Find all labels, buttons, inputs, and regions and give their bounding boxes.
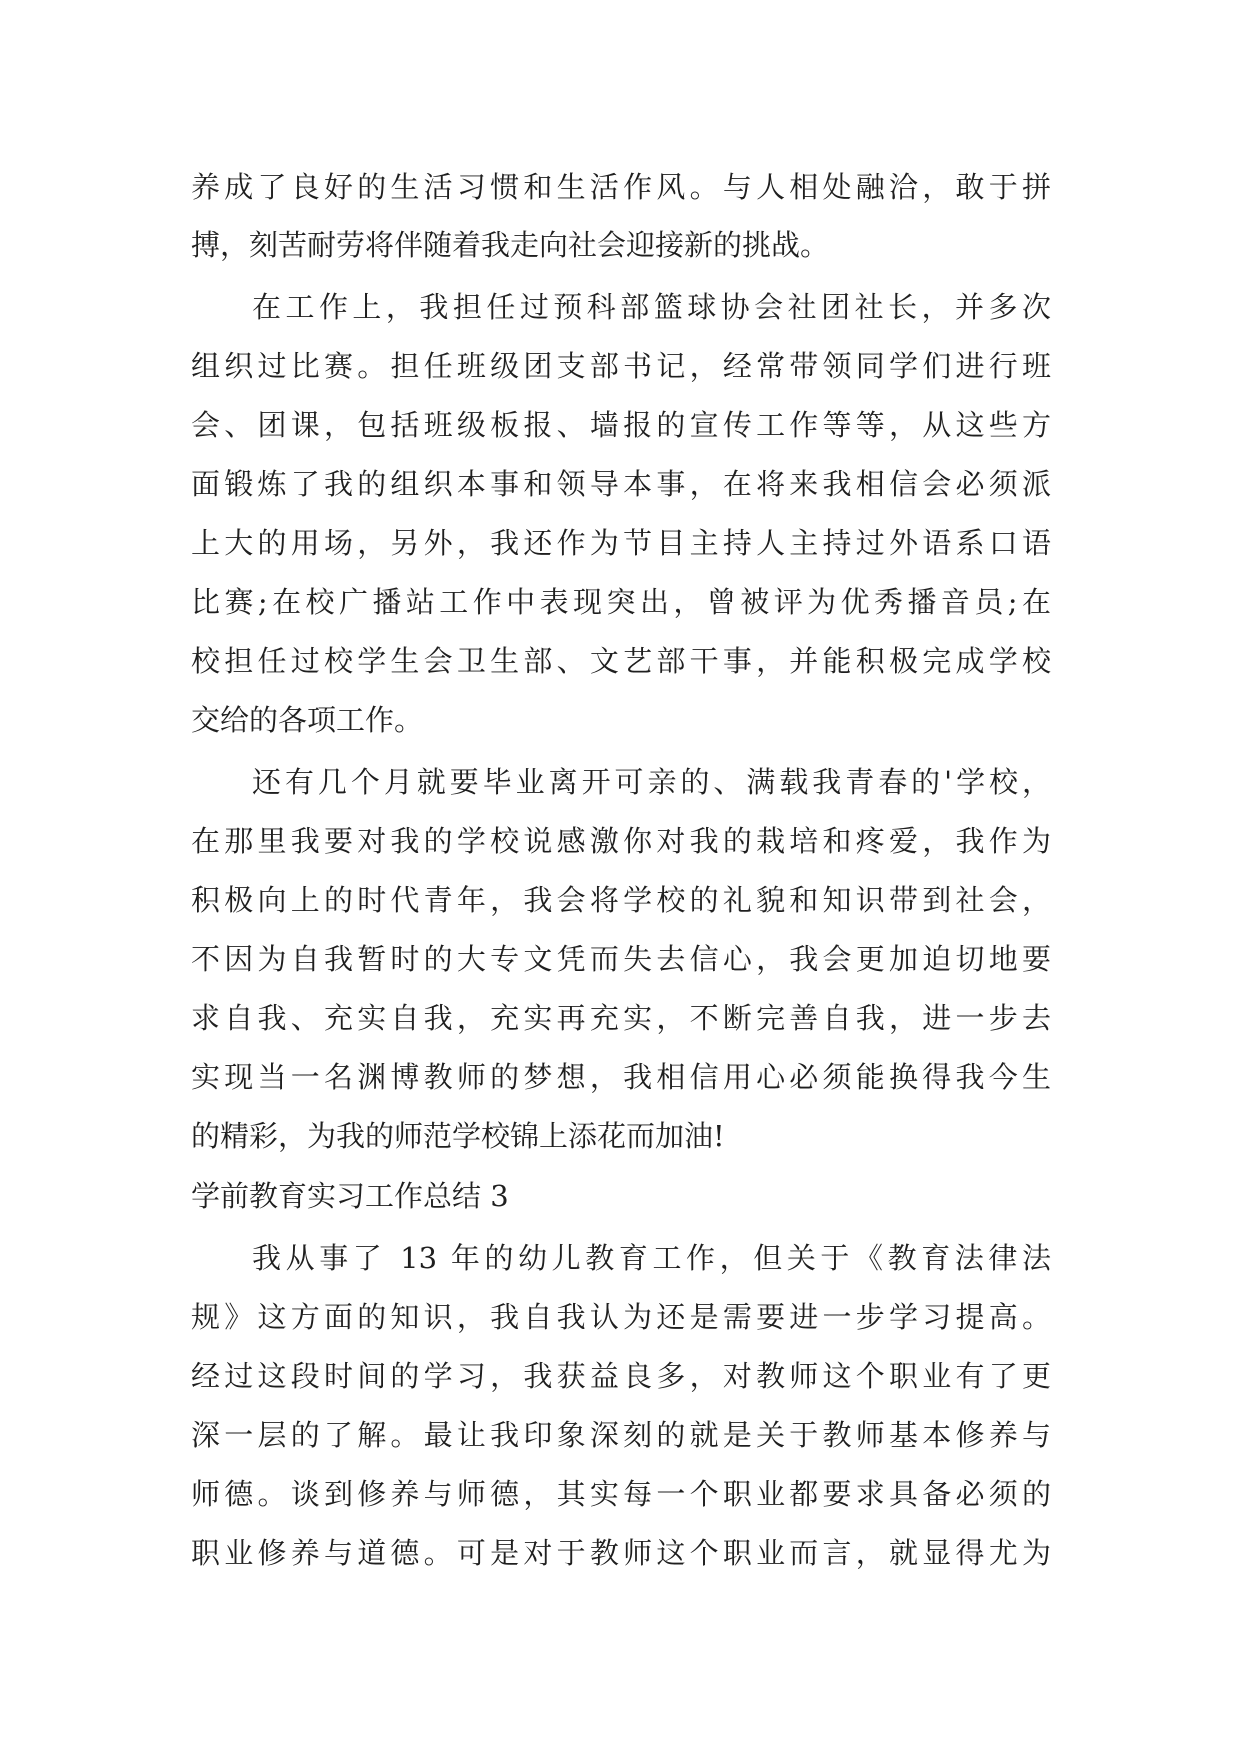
body-text-line: 规》这方面的知识，我自我认为还是需要进一步学习提高。 — [191, 1300, 1051, 1334]
section-heading: 学前教育实习工作总结 3 — [191, 1179, 509, 1213]
body-text-line: 交给的各项工作。 — [191, 703, 424, 737]
body-text-line: 职业修养与道德。可是对于教师这个职业而言，就显得尤为 — [191, 1536, 1051, 1570]
body-text-line: 求自我、充实自我，充实再充实，不断完善自我，进一步去 — [191, 1001, 1051, 1035]
body-text-line: 组织过比赛。担任班级团支部书记，经常带领同学们进行班 — [191, 349, 1051, 383]
paragraph-first-line: 我从事了 13 年的幼儿教育工作，但关于《教育法律法 — [252, 1241, 1051, 1275]
paragraph-first-line: 还有几个月就要毕业离开可亲的、满载我青春的'学校， — [252, 765, 1051, 799]
body-text-line: 养成了良好的生活习惯和生活作风。与人相处融洽，敢于拼 — [191, 170, 1051, 204]
body-text-line: 经过这段时间的学习，我获益良多，对教师这个职业有了更 — [191, 1359, 1051, 1393]
body-text-line: 校担任过校学生会卫生部、文艺部干事，并能积极完成学校 — [191, 644, 1051, 678]
body-text-line: 不因为自我暂时的大专文凭而失去信心，我会更加迫切地要 — [191, 942, 1051, 976]
body-text-line: 的精彩，为我的师范学校锦上添花而加油! — [191, 1119, 725, 1153]
body-text-line: 面锻炼了我的组织本事和领导本事，在将来我相信会必须派 — [191, 467, 1051, 501]
body-text-line: 在那里我要对我的学校说感激你对我的栽培和疼爱，我作为 — [191, 824, 1051, 858]
body-text-line: 师德。谈到修养与师德，其实每一个职业都要求具备必须的 — [191, 1477, 1051, 1511]
body-text-line: 会、团课，包括班级板报、墙报的宣传工作等等，从这些方 — [191, 408, 1051, 442]
body-text-line: 搏，刻苦耐劳将伴随着我走向社会迎接新的挑战。 — [191, 228, 830, 262]
body-text-line: 上大的用场，另外，我还作为节目主持人主持过外语系口语 — [191, 526, 1051, 560]
paragraph-first-line: 在工作上，我担任过预科部篮球协会社团社长，并多次 — [252, 290, 1051, 324]
body-text-line: 实现当一名渊博教师的梦想，我相信用心必须能换得我今生 — [191, 1060, 1051, 1094]
body-text-line: 积极向上的时代青年，我会将学校的礼貌和知识带到社会， — [191, 883, 1051, 917]
body-text-line: 深一层的了解。最让我印象深刻的就是关于教师基本修养与 — [191, 1418, 1051, 1452]
body-text-line: 比赛;在校广播站工作中表现突出，曾被评为优秀播音员;在 — [191, 585, 1051, 619]
